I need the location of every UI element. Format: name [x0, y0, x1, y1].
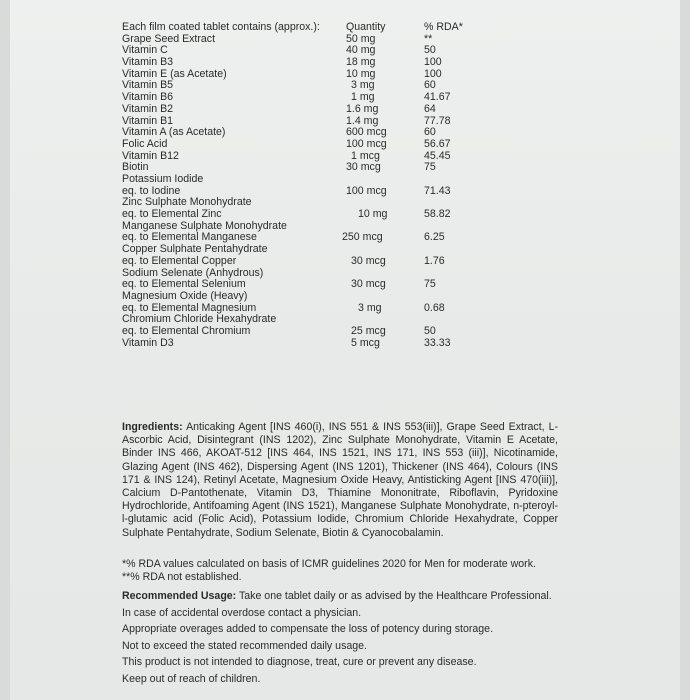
row-rda: 77.78 — [424, 114, 451, 127]
row-name: Vitamin B3 — [122, 56, 174, 69]
usage-text: Take one tablet daily or as advised by the Healthcare Professional. — [238, 590, 552, 602]
row-quantity: 100 mcg — [346, 137, 387, 150]
row-name — [122, 197, 252, 220]
usage-line: Not to exceed the stated recommended daily usage. — [122, 639, 367, 652]
row-name: Vitamin E (as Acetate) — [122, 67, 227, 80]
row-name: Vitamin B6 — [122, 91, 174, 104]
row-name: Folic Acid — [122, 137, 168, 150]
row-quantity: 1 mcg — [351, 149, 380, 162]
row-quantity: 1.4 mg — [346, 114, 379, 127]
row-name: Vitamin C — [122, 44, 168, 57]
row-rda: 33.33 — [424, 336, 451, 349]
usage-line: In case of accidental overdose contact a physician. — [122, 606, 362, 619]
row-name-line2: eq. to Elemental Zinc — [122, 208, 222, 221]
row-name-line1: Zinc Sulphate Monohydrate — [122, 196, 252, 209]
row-name — [122, 174, 203, 197]
row-rda: 58.82 — [424, 208, 451, 221]
row-rda: 1.76 — [424, 254, 445, 267]
ingredients-paragraph — [122, 421, 558, 540]
row-name — [122, 314, 276, 337]
row-name-line1: Chromium Chloride Hexahydrate — [122, 313, 277, 326]
rda-not-established-note: **% RDA not established. — [122, 571, 242, 584]
row-rda: ** — [424, 32, 433, 45]
row-quantity: 3 mg — [351, 79, 375, 92]
rda-note: *% RDA values calculated on basis of ICMR guidelines 2020 for Men for moderate work. — [122, 558, 536, 570]
row-quantity: 30 mcg — [351, 254, 386, 267]
row-quantity: 3 mg — [358, 301, 382, 314]
row-name: Vitamin D3 — [122, 336, 174, 349]
rda-notes — [122, 558, 558, 584]
row-quantity: 25 mcg — [351, 324, 386, 337]
row-name-line1: Sodium Selenate (Anhydrous) — [122, 266, 264, 279]
row-rda: 75 — [424, 278, 436, 291]
row-name — [122, 221, 287, 244]
row-name: Vitamin B1 — [122, 114, 174, 127]
frame-edge-left — [0, 0, 10, 700]
row-rda: 71.43 — [424, 184, 451, 197]
row-rda: 41.67 — [424, 91, 451, 104]
row-quantity: 100 mcg — [346, 184, 387, 197]
row-name-line1: Magnesium Oxide (Heavy) — [122, 289, 248, 302]
usage-section — [122, 588, 558, 688]
row-quantity: 5 mcg — [351, 336, 380, 349]
ingredients-label: Ingredients: — [122, 421, 183, 433]
row-name: Vitamin B12 — [122, 149, 179, 162]
row-rda: 45.45 — [424, 149, 451, 162]
row-rda: 60 — [424, 79, 436, 92]
row-quantity: 10 mg — [358, 208, 388, 221]
row-quantity: 40 mg — [346, 44, 376, 57]
ingredients-text: Anticaking Agent [INS 460(i), INS 551 & INS 553(iii)], Grape Seed Extract, L-Ascorbic Acid, Disintegrant (INS 1202), Zinc Sulphate Monohydrate, Vitamin E Acetate, Binder INS 466, AKOAT-512 [INS 464, INS 1521, INS 171, INS 553 (iii)], Nicotinamide, Glazing Agent (INS 462), Dispersing Agent (INS 1201), Thickener (INS 464), Colours (INS 171 & INS 124), Retinyl Acetate, Magnesium Oxide Heavy, Antisticking Agent [INS 470(iii)], Calcium D-Pantothenate, Vitamin D3, Thiamine Mononitrate, Riboflavin, Pyridoxine Hydrochloride, Antifoaming Agent (INS 1521), Manganese Sulphate Monohydrate, n-pteroyl-l-glutamic acid (Folic Acid), Potassium Iodide, Chromium Chloride Hexahydrate, Copper Sulphate Pentahydrate, Sodium Selenate, Biotin & Cyanocobalamin. — [122, 421, 559, 539]
row-name: Grape Seed Extract — [122, 32, 216, 45]
row-name-line2: eq. to Elemental Selenium — [122, 278, 246, 291]
usage-line: Appropriate overages added to compensate the loss of potency during storage. — [122, 623, 494, 636]
row-name-line2: eq. to Elemental Chromium — [122, 324, 251, 337]
row-quantity: 50 mg — [346, 32, 376, 45]
row-name: Biotin — [122, 161, 149, 174]
row-rda: 60 — [424, 126, 436, 139]
row-quantity: 30 mcg — [346, 161, 381, 174]
row-name-line2: eq. to Elemental Magnesium — [122, 301, 257, 314]
row-rda: 50 — [424, 44, 436, 57]
row-name-line2: eq. to Iodine — [122, 184, 181, 197]
row-name-line2: eq. to Elemental Manganese — [122, 231, 257, 244]
row-name-line2: eq. to Elemental Copper — [122, 254, 237, 267]
row-name: Vitamin B2 — [122, 102, 174, 115]
row-rda: 100 — [424, 67, 442, 80]
frame-edge-right — [680, 0, 690, 700]
row-rda: 64 — [424, 102, 436, 115]
usage-line: This product is not intended to diagnose, treat, cure or prevent any disease. — [122, 656, 477, 669]
row-rda: 100 — [424, 56, 442, 69]
row-name-line1: Potassium Iodide — [122, 172, 204, 185]
row-name: Vitamin B5 — [122, 79, 174, 92]
row-quantity: 10 mg — [346, 67, 376, 80]
header-name: Each film coated tablet contains (approx.): — [122, 21, 320, 33]
row-rda: 75 — [424, 161, 436, 174]
row-name: Vitamin A (as Acetate) — [122, 126, 226, 139]
header-quantity: Quantity — [346, 21, 386, 33]
usage-line — [122, 588, 558, 605]
row-rda: 0.68 — [424, 301, 445, 314]
row-rda: 6.25 — [424, 231, 445, 244]
row-quantity: 18 mg — [346, 56, 376, 69]
row-quantity: 1 mg — [351, 91, 375, 104]
row-quantity: 1.6 mg — [346, 102, 379, 115]
row-name — [122, 291, 256, 314]
row-name — [122, 268, 263, 291]
usage-line: Keep out of reach of children. — [122, 672, 261, 685]
usage-label: Recommended Usage: — [122, 590, 237, 602]
row-name — [122, 244, 267, 267]
row-rda: 56.67 — [424, 137, 451, 150]
header-rda: % RDA* — [424, 21, 463, 33]
row-quantity: 250 mcg — [342, 231, 383, 244]
row-quantity: 30 mcg — [351, 278, 386, 291]
row-rda: 50 — [424, 324, 436, 337]
row-name-line1: Manganese Sulphate Monohydrate — [122, 219, 287, 232]
row-name-line1: Copper Sulphate Pentahydrate — [122, 243, 268, 256]
row-quantity: 600 mcg — [346, 126, 387, 139]
